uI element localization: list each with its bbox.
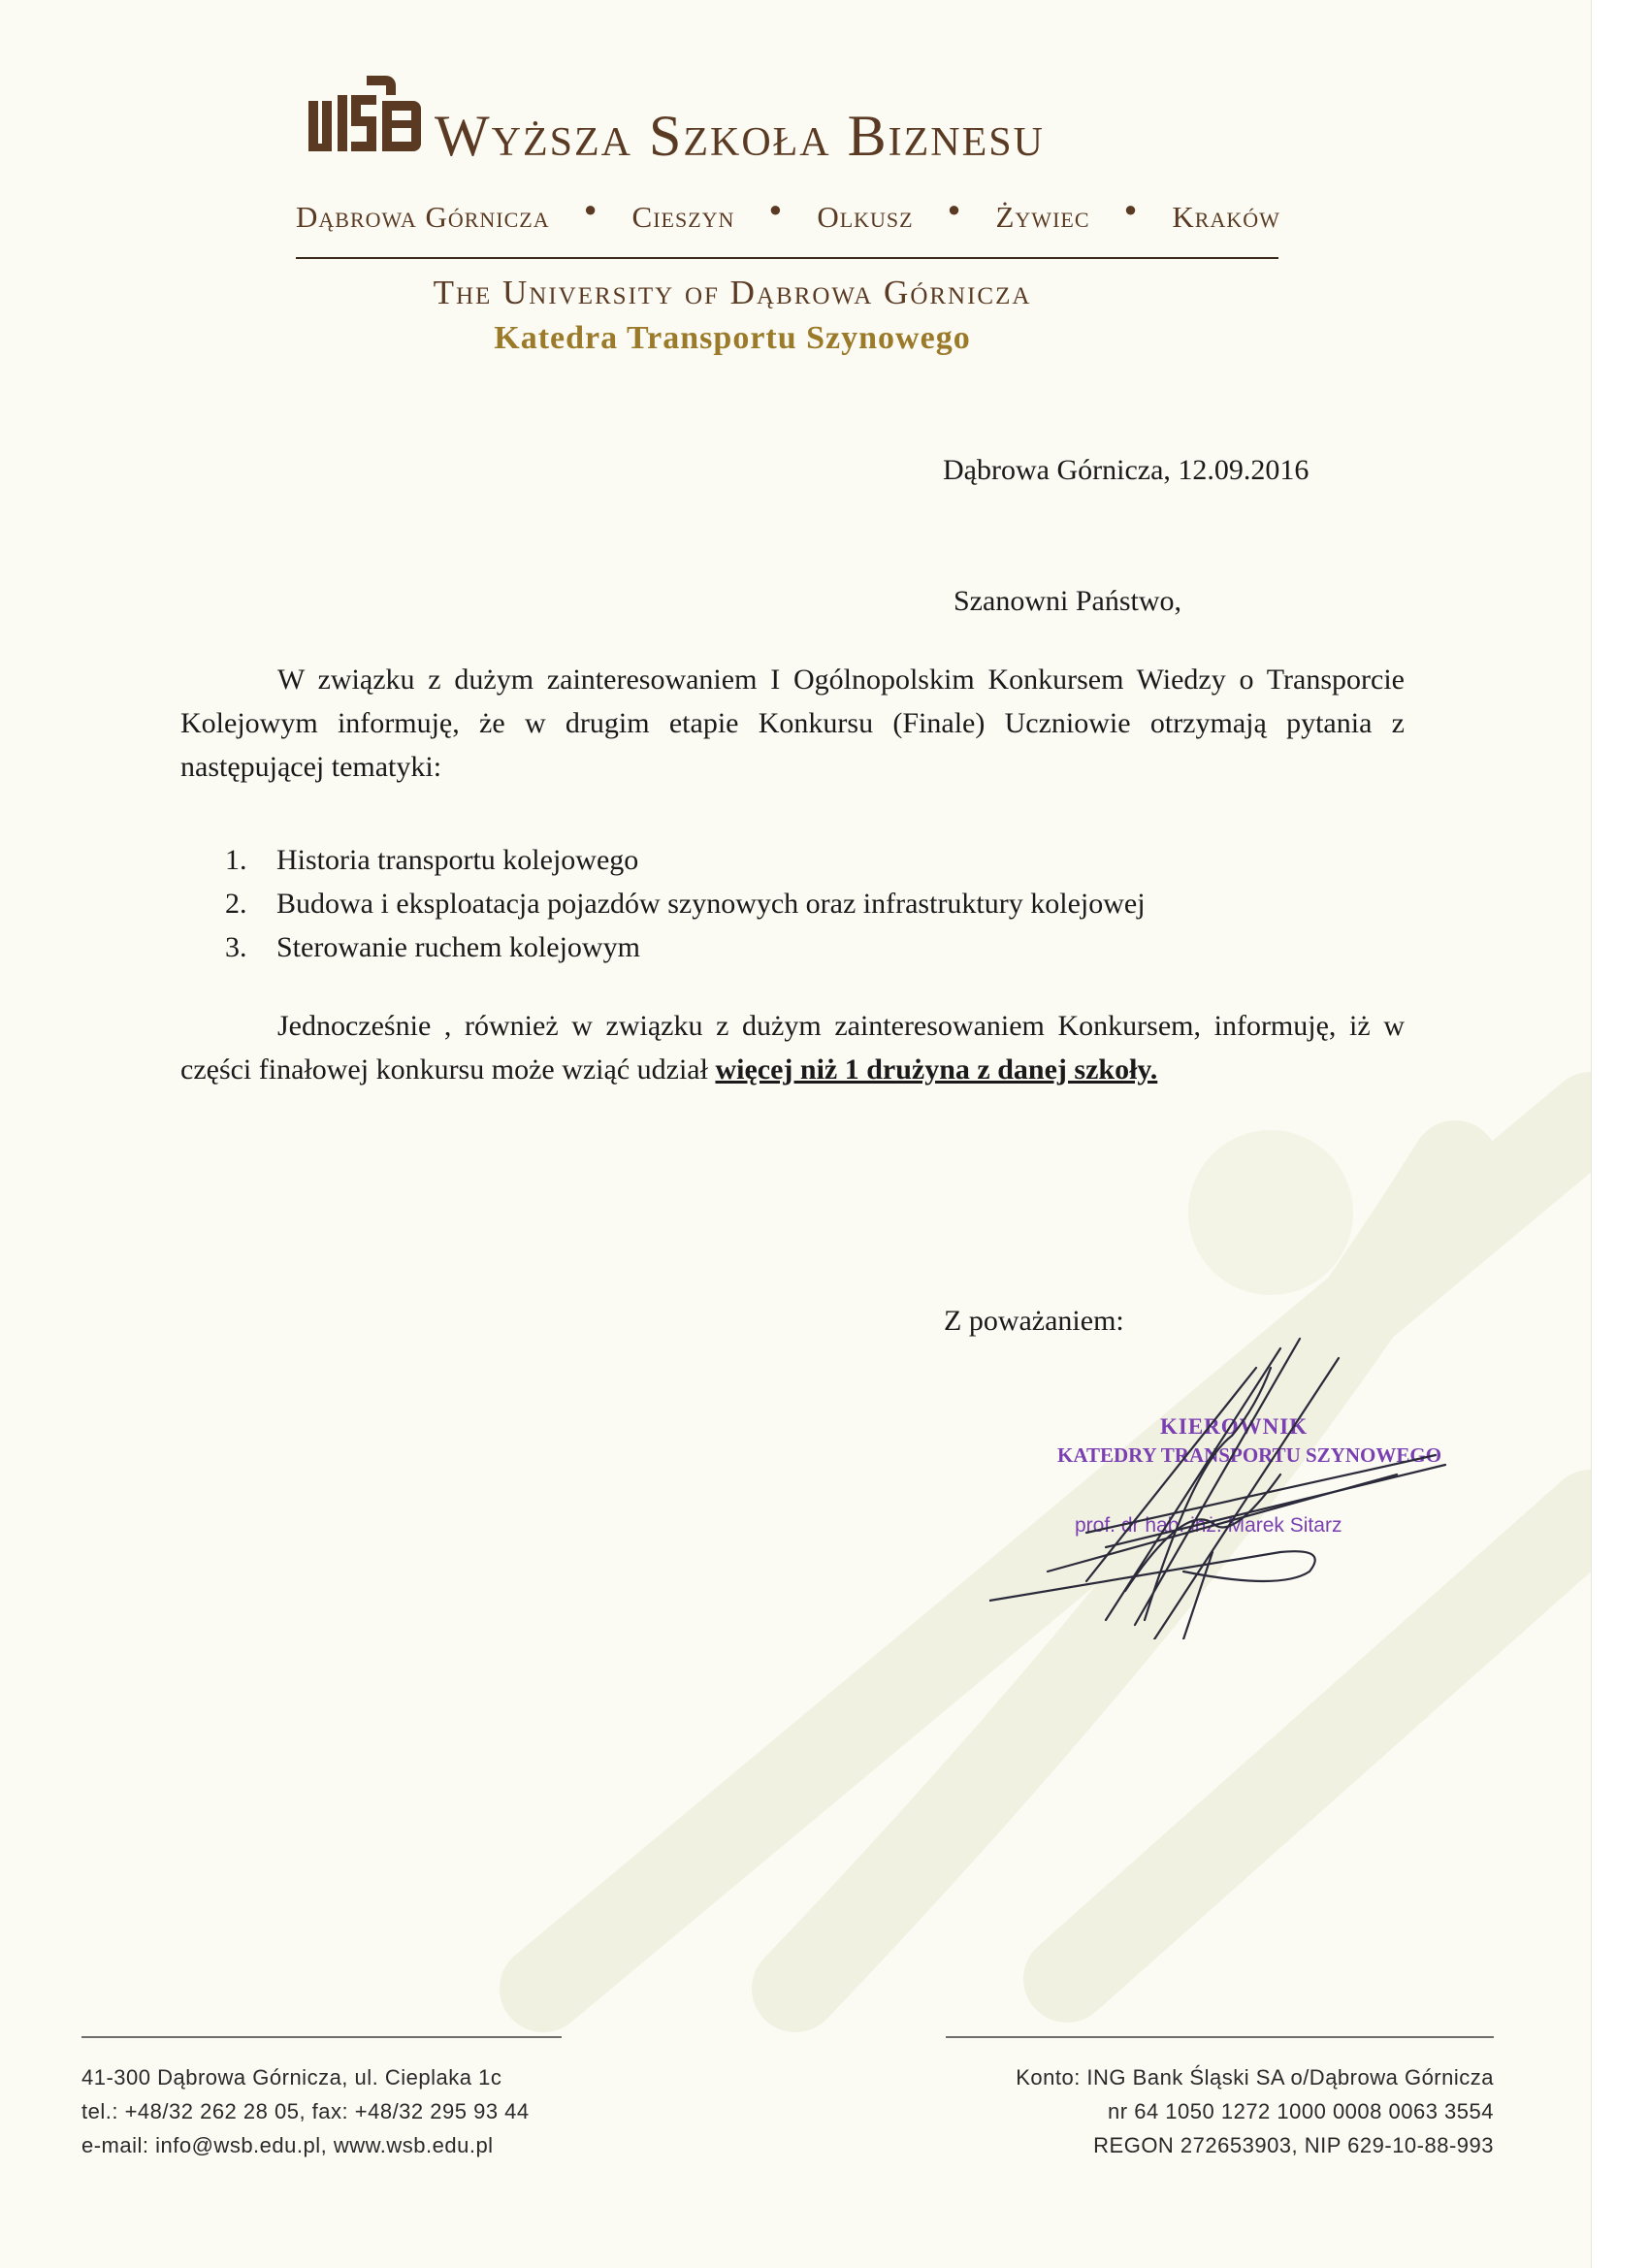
footer-account-line: nr 64 1050 1272 1000 0008 0063 3554 xyxy=(1108,2099,1494,2123)
list-item xyxy=(225,838,1146,882)
footer-address-line: 41-300 Dąbrowa Górnicza, ul. Cieplaka 1c xyxy=(81,2065,502,2090)
campus-cities xyxy=(296,197,1280,235)
stamp-name: prof. dr hab. inż. Marek Sitarz xyxy=(1075,1514,1342,1537)
english-university-name: The University of Dąbrowa Górnicza xyxy=(433,274,1032,311)
footer-email-line: e-mail: info@wsb.edu.pl, www.wsb.edu.pl xyxy=(81,2133,494,2157)
footer-phone-line: tel.: +48/32 262 28 05, fax: +48/32 295 93 44 xyxy=(81,2099,530,2123)
intro-paragraph: W związku z dużym zainteresowaniem I Ogólnopolskim Konkursem Wiedzy o Transporcie Kolejowym informuję, że w drugim etapie Konkursu (Finale) Uczniowie otrzymają pytania z następującej tematyki: xyxy=(180,664,1405,783)
footer-divider-left xyxy=(81,2036,562,2038)
second-paragraph xyxy=(180,1004,1405,1091)
city-dabrowa: Dąbrowa Górnicza xyxy=(296,200,550,234)
stamp-title: KIEROWNIK xyxy=(1160,1414,1309,1439)
footer-address xyxy=(81,2060,530,2162)
footer-regon-line: REGON 272653903, NIP 629-10-88-993 xyxy=(1093,2133,1494,2157)
footer-divider-right xyxy=(946,2036,1494,2038)
stamp-department: KATEDRY TRANSPORTU SZYNOWEGO xyxy=(1057,1443,1442,1467)
department-name: Katedra Transportu Szynowego xyxy=(494,320,971,356)
footer-bank-info xyxy=(1016,2060,1494,2162)
bullet-icon: ● xyxy=(1123,197,1139,221)
letter-date: Dąbrowa Górnicza, 12.09.2016 xyxy=(943,454,1310,486)
topics-list xyxy=(225,838,1146,969)
emphasized-text: więcej niż 1 drużyna z danej szkoły. xyxy=(715,1053,1158,1085)
list-item-text: Budowa i eksploatacja pojazdów szynowych oraz infrastruktury kolejowej xyxy=(276,888,1146,920)
bullet-icon: ● xyxy=(768,197,784,221)
university-name: Wyższa Szkoła Biznesu xyxy=(435,104,1045,168)
closing-phrase: Z poważaniem: xyxy=(944,1305,1124,1337)
city-zywiec: Żywiec xyxy=(995,200,1090,234)
salutation: Szanowni Państwo, xyxy=(954,585,1181,617)
bullet-icon: ● xyxy=(583,197,598,221)
second-paragraph-line1: Jednocześnie , również w związku z dużym zainteresowaniem Konkursem, informuję, xyxy=(277,1010,1337,1042)
header-divider xyxy=(296,257,1278,259)
list-item-text: Historia transportu kolejowego xyxy=(276,844,639,876)
city-olkusz: Olkusz xyxy=(817,200,914,234)
city-krakow: Kraków xyxy=(1172,200,1280,234)
list-item-number: 2. xyxy=(225,888,247,920)
list-item-text: Sterowanie ruchem kolejowym xyxy=(276,931,640,963)
list-item-number: 3. xyxy=(225,931,247,963)
footer-bank-line: Konto: ING Bank Śląski SA o/Dąbrowa Górnicza xyxy=(1016,2065,1494,2090)
list-item xyxy=(225,882,1146,925)
list-item-number: 1. xyxy=(225,844,247,876)
second-paragraph-line2: iż w części finałowej konkursu może wziąć udział xyxy=(180,1010,1405,1085)
bullet-icon: ● xyxy=(947,197,962,221)
scan-edge xyxy=(1591,0,1649,2268)
list-item xyxy=(225,925,1146,969)
handwritten-signature xyxy=(989,1329,1455,1639)
university-logo xyxy=(308,76,421,155)
city-cieszyn: Cieszyn xyxy=(631,200,735,234)
